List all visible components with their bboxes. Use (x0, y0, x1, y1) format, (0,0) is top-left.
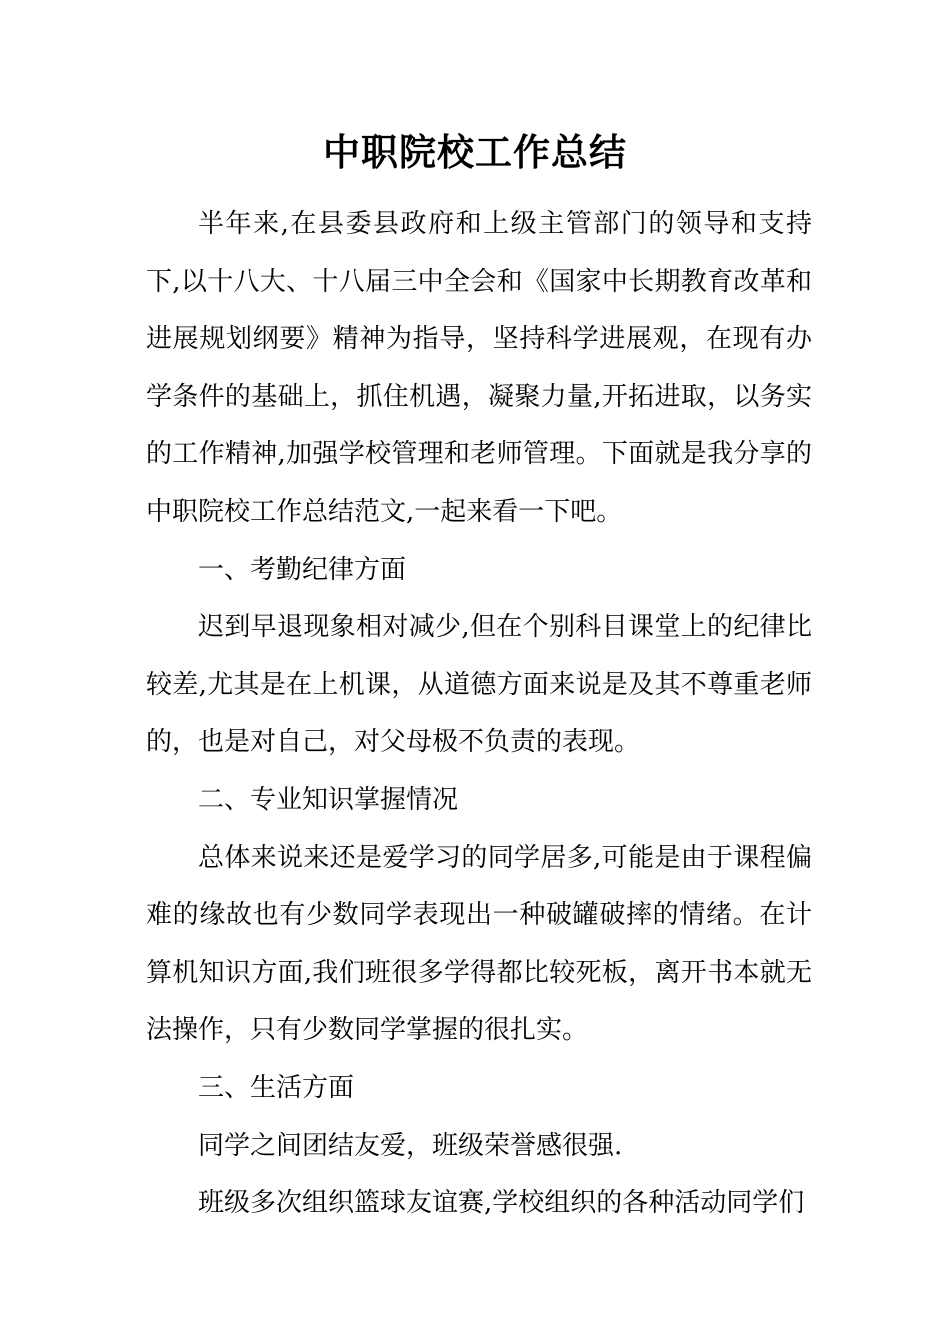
document-body (146, 196, 812, 1233)
paragraph-life-1: 同学之间团结友爱，班级荣誉感很强. (198, 1130, 623, 1161)
section-heading-knowledge: 二、专业知识掌握情况 (198, 784, 459, 815)
section-heading-life: 三、生活方面 (198, 1072, 355, 1103)
paragraph-life-2: 班级多次组织篮球友谊赛,学校组织的各种活动同学们 (198, 1188, 805, 1219)
paragraph-attendance: 迟到早退现象相对减少,但在个别科目课堂上的纪律比较差,尤其是在上机课，从道德方面来说是及其不尊重老师的，也是对自己，对父母极不负责的表现。 (146, 612, 812, 758)
document-title: 中职院校工作总结 (323, 130, 627, 174)
paragraph-knowledge: 总体来说来还是爱学习的同学居多,可能是由于课程偏难的缘故也有少数同学表现出一种破罐破摔的情绪。在计算机知识方面,我们班很多学得都比较死板，离开书本就无法操作，只有少数同学掌握的很扎实。 (146, 842, 812, 1046)
section-heading-attendance: 一、考勤纪律方面 (198, 554, 407, 585)
paragraph-intro: 半年来,在县委县政府和上级主管部门的领导和支持下,以十八大、十八届三中全会和《国家中长期教育改革和进展规划纲要》精神为指导，坚持科学进展观，在现有办学条件的基础上，抓住机遇，凝聚力量,开拓进取，以务实的工作精神,加强学校管理和老师管理。下面就是我分享的中职院校工作总结范文,一起来看一下吧。 (146, 209, 812, 527)
